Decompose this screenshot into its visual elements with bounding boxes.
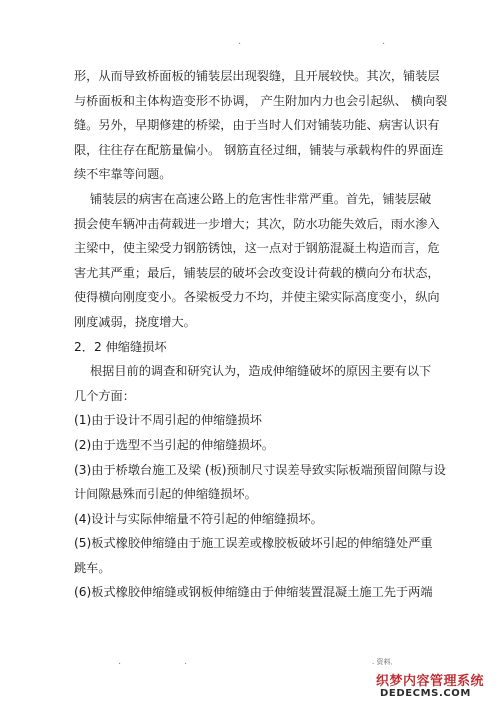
text-line: 根据目前的调查和研究认为，造成伸缩缝破坏的原因主要有以下 [90, 364, 432, 379]
body-text [74, 64, 446, 605]
list-item: (3)由于桥墩台施工及梁 (板)预制尺寸误差导致实际板端预留间隙与设 [74, 462, 446, 477]
list-item: (2)由于选型不当引起的伸缩缝损坏。 [74, 437, 275, 452]
text-line: 形，从而导致桥面板的铺装层出现裂缝，且开展较快。其次，铺装层 [74, 69, 440, 83]
section-heading: 2．2 伸缩缝损坏 [74, 339, 167, 354]
footer-dot: . [184, 656, 188, 667]
watermark-url: DEDECMS.COM [380, 688, 471, 699]
footer-note: . 资料． [372, 658, 398, 666]
text-line: 缝。另外，早期修建的桥梁，由于当时人们对铺装功能、病害认识有 [74, 118, 440, 133]
text-line: 计间隙悬殊而引起的伸缩缝损坏。 [74, 487, 257, 502]
list-item: (1)由于设计不周引起的伸缩缝损坏 [74, 413, 262, 428]
text-line: 几个方面： [74, 388, 135, 403]
text-line: 刚度减弱，挠度增大。 [74, 314, 196, 329]
list-item: (5)板式橡胶伸缩缝由于施工误差或橡胶板破坏引起的伸缩缝处严重 [74, 536, 433, 551]
header-dot: . [238, 36, 242, 47]
text-line: 损会使车辆冲击荷载进一步增大；其次，防水功能失效后，雨水渗入 [74, 216, 440, 231]
text-line: 害尤其严重；最后，铺装层的破坏会改变设计荷载的横向分布状态， [74, 265, 440, 280]
text-line: 续不牢靠等问题。 [74, 167, 172, 182]
list-item: (6)板式橡胶伸缩缝或钢板伸缩缝由于伸缩装置混凝土施工先于两端 [74, 585, 433, 600]
list-item: (4)设计与实际伸缩量不符引起的伸缩缝损坏。 [74, 511, 323, 526]
text-line: 铺装层的病害在高速公路上的危害性非常严重。首先，铺装层破 [90, 191, 432, 206]
text-line: 跳车。 [74, 560, 111, 575]
watermark-logo [376, 670, 496, 704]
watermark-title: 织梦内容管理系统 [376, 674, 485, 689]
text-line: 主梁中，使主梁受力钢筋锈蚀，这一点对于钢筋混凝土构造而言，危 [74, 241, 440, 256]
footer-dot: . [118, 656, 122, 667]
text-line: 限，往往存在配筋量偏小。 钢筋直径过细，铺装与承载构件的界面连 [74, 142, 444, 157]
text-line: 使得横向刚度变小。各梁板受力不均，并使主梁实际高度变小，纵向 [74, 290, 440, 305]
text-line: 与桥面板和主体构造变形不协调， 产生附加内力也会引起纵、 横向裂 [74, 93, 448, 108]
header-dot: . [382, 36, 386, 47]
